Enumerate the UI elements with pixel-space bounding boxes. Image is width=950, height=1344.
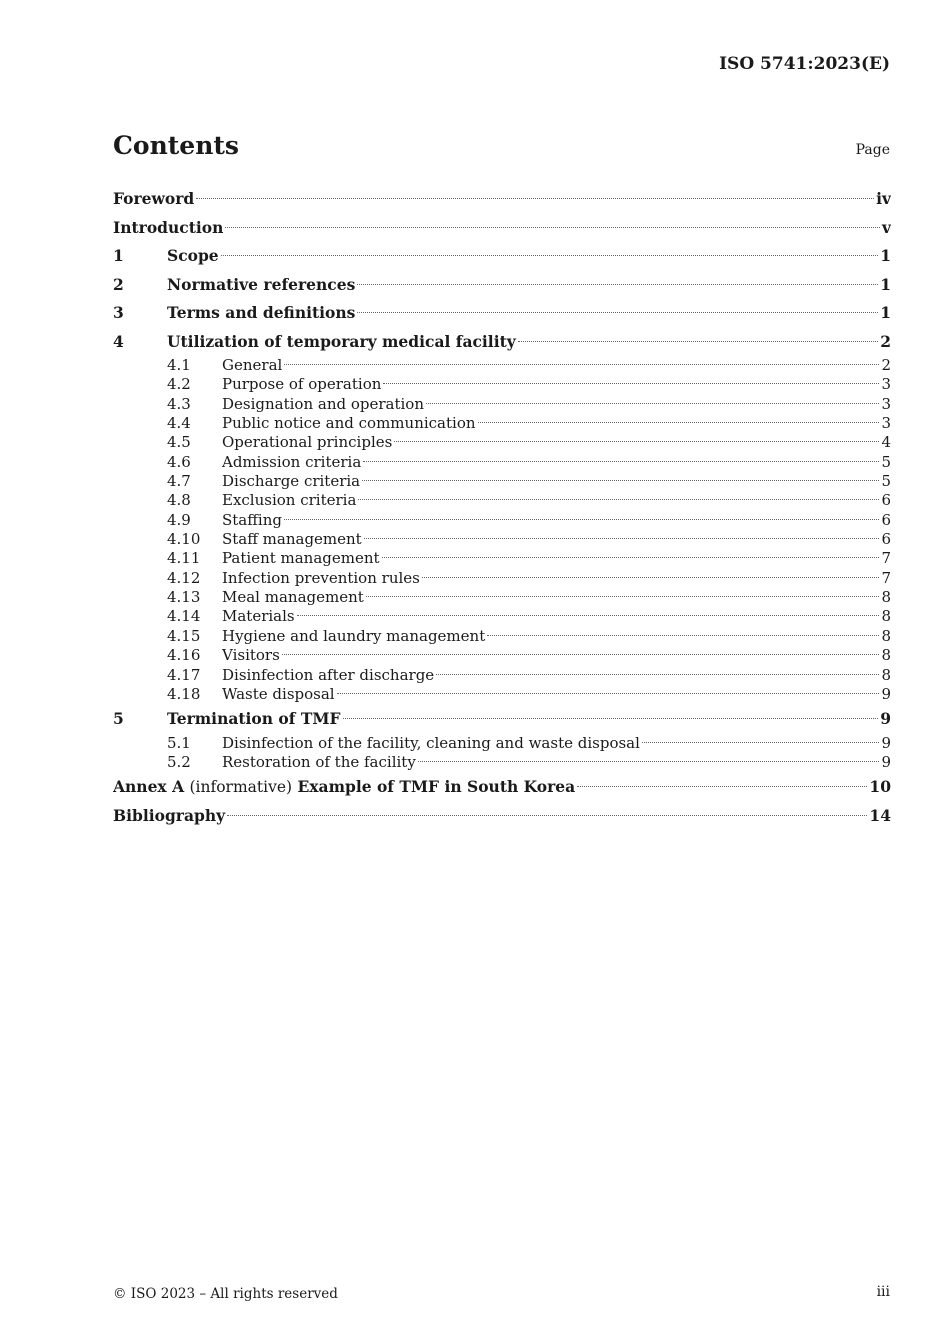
toc-entry[interactable] xyxy=(113,185,891,214)
toc-entry-title: Bibliography xyxy=(113,805,226,825)
dot-leader xyxy=(382,557,880,558)
annex-title-group xyxy=(113,773,575,802)
toc-subentry[interactable] xyxy=(113,511,891,530)
dot-leader xyxy=(297,615,880,616)
dot-leader xyxy=(577,786,867,787)
toc-entry-page: 3 xyxy=(881,414,891,433)
toc-entry-page: 1 xyxy=(880,303,891,322)
dot-leader xyxy=(418,761,880,762)
toc-entry-page: 3 xyxy=(881,394,891,413)
toc-entry-page: v xyxy=(881,217,891,237)
toc-entry-number: 4.15 xyxy=(167,626,201,645)
toc-entry-number: 4.14 xyxy=(167,607,201,626)
toc-entry[interactable] xyxy=(113,299,891,328)
toc-entry-number: 4.4 xyxy=(167,414,191,433)
dot-leader xyxy=(642,742,880,743)
toc-entry-title: Purpose of operation xyxy=(222,375,382,394)
toc-entry-title: Meal management xyxy=(222,588,364,607)
toc-subentry[interactable] xyxy=(113,433,891,452)
toc-entry-number: 4.16 xyxy=(167,646,201,665)
toc-entry-number: 4.7 xyxy=(167,472,191,491)
toc-entry-page: 9 xyxy=(880,709,891,729)
dot-leader xyxy=(436,674,879,675)
toc-subentry[interactable] xyxy=(113,607,891,626)
toc-entry-number: 2 xyxy=(113,274,124,294)
toc-entry-page: 1 xyxy=(880,246,891,265)
dot-leader xyxy=(357,284,878,285)
toc-entry-page: 3 xyxy=(881,375,891,394)
toc-entry-title: Hygiene and laundry management xyxy=(222,626,486,645)
toc-entry[interactable] xyxy=(113,242,891,271)
toc-subentry[interactable] xyxy=(113,666,891,685)
dot-leader xyxy=(221,255,879,256)
dot-leader xyxy=(518,341,878,342)
toc-entry-title: Waste disposal xyxy=(222,684,335,703)
toc-entry-number: 3 xyxy=(113,303,124,322)
toc-entry-page: 2 xyxy=(880,331,891,351)
table-of-contents xyxy=(113,185,891,830)
toc-entry-page: 8 xyxy=(881,588,891,607)
toc-entry-title: Introduction xyxy=(113,217,224,237)
toc-entry-page: 6 xyxy=(881,530,891,549)
toc-entry-title: Disinfection after discharge xyxy=(222,665,435,684)
toc-entry-title: Termination of TMF xyxy=(167,709,341,729)
toc-entry-number: 1 xyxy=(113,246,124,265)
toc-entry-page: iv xyxy=(876,189,891,208)
dot-leader xyxy=(363,461,879,462)
dot-leader xyxy=(284,364,879,365)
toc-subentry[interactable] xyxy=(113,453,891,472)
toc-entry-title: Terms and definitions xyxy=(167,303,356,322)
toc-entry-title: Utilization of temporary medical facility xyxy=(167,331,516,351)
annex-qualifier: (informative) xyxy=(189,778,293,797)
toc-entry-title: Restoration of the facility xyxy=(222,753,416,772)
toc-entry-number: 4.2 xyxy=(167,375,191,394)
dot-leader xyxy=(364,538,880,539)
toc-entry-page: 10 xyxy=(869,777,891,797)
toc-entry-title: Public notice and communication xyxy=(222,414,476,433)
toc-entry-title: Disinfection of the facility, cleaning and waste disposal xyxy=(222,733,640,752)
toc-entry-number: 4.8 xyxy=(167,491,191,510)
toc-entry-title: Operational principles xyxy=(222,433,393,452)
dot-leader xyxy=(426,403,879,404)
toc-entry-number: 4.6 xyxy=(167,452,191,471)
toc-entry-page: 9 xyxy=(881,684,891,703)
toc-subentry[interactable] xyxy=(113,588,891,607)
toc-entry-title: Discharge criteria xyxy=(222,472,361,491)
toc-entry-number: 4.10 xyxy=(167,530,201,549)
dot-leader xyxy=(422,577,880,578)
document-id: ISO 5741:2023(E) xyxy=(719,54,890,74)
annex-title: Example of TMF in South Korea xyxy=(297,777,576,797)
toc-entry-page: 14 xyxy=(869,805,891,825)
toc-entry-number: 4 xyxy=(113,331,124,351)
toc-subentry[interactable] xyxy=(113,685,891,704)
dot-leader xyxy=(357,312,878,313)
toc-subentry[interactable] xyxy=(113,356,891,375)
toc-entry-number: 5 xyxy=(113,709,124,729)
dot-leader xyxy=(487,635,879,636)
toc-entry-page: 8 xyxy=(881,607,891,626)
toc-entry-title: Normative references xyxy=(167,274,356,294)
toc-entry-number: 4.1 xyxy=(167,356,191,374)
dot-leader xyxy=(394,441,879,442)
toc-subentry[interactable] xyxy=(113,395,891,414)
toc-subentry[interactable] xyxy=(113,646,891,665)
dot-leader xyxy=(478,422,880,423)
toc-entry-page: 8 xyxy=(881,665,891,684)
dot-leader xyxy=(383,383,879,384)
contents-heading: Contents xyxy=(113,131,240,160)
toc-entry-number: 4.13 xyxy=(167,588,201,607)
toc-subentry[interactable] xyxy=(113,375,891,394)
toc-entry-title: Staff management xyxy=(222,530,362,549)
toc-entry-number: 5.1 xyxy=(167,733,191,752)
page-number: iii xyxy=(876,1284,890,1300)
toc-entry-page: 4 xyxy=(881,433,891,452)
toc-bibliography-entry[interactable] xyxy=(113,802,891,831)
toc-subentry[interactable] xyxy=(113,491,891,510)
toc-entry-page: 6 xyxy=(881,510,891,529)
toc-subentry[interactable] xyxy=(113,414,891,433)
toc-entry-number: 4.12 xyxy=(167,568,201,587)
toc-entry-title: Staffing xyxy=(222,510,282,529)
dot-leader xyxy=(284,519,879,520)
dot-leader xyxy=(362,480,879,481)
toc-entry-number: 4.3 xyxy=(167,394,191,413)
toc-entry-title: Admission criteria xyxy=(222,452,362,471)
dot-leader xyxy=(227,815,867,816)
toc-entry-page: 7 xyxy=(881,568,891,587)
toc-entry[interactable] xyxy=(113,328,891,357)
toc-entry-page: 6 xyxy=(881,491,891,510)
toc-entry-page: 8 xyxy=(881,646,891,665)
toc-entry-title: Foreword xyxy=(113,189,195,208)
toc-entry-title: General xyxy=(222,356,283,374)
toc-entry-page: 5 xyxy=(881,452,891,471)
toc-entry-number: 4.5 xyxy=(167,433,191,452)
copyright-notice: © ISO 2023 – All rights reserved xyxy=(113,1286,338,1302)
toc-subentry[interactable] xyxy=(113,549,891,568)
toc-entry-page: 5 xyxy=(881,472,891,491)
dot-leader xyxy=(358,499,879,500)
toc-entry[interactable] xyxy=(113,214,891,243)
toc-entry-title: Infection prevention rules xyxy=(222,568,420,587)
toc-entry-title: Exclusion criteria xyxy=(222,491,357,510)
toc-entry-number: 4.11 xyxy=(167,549,201,568)
toc-entry[interactable] xyxy=(113,705,891,734)
toc-entry-page: 8 xyxy=(881,626,891,645)
toc-entry-page: 2 xyxy=(881,356,891,374)
toc-entry-title: Materials xyxy=(222,607,295,626)
annex-label: Annex A xyxy=(113,777,185,797)
toc-entry-page: 9 xyxy=(881,753,891,772)
dot-leader xyxy=(343,718,879,719)
toc-entry-page: 7 xyxy=(881,549,891,568)
page-column-label: Page xyxy=(855,142,890,158)
toc-subentry[interactable] xyxy=(113,569,891,588)
toc-subentry[interactable] xyxy=(113,472,891,491)
dot-leader xyxy=(282,654,880,655)
dot-leader xyxy=(366,596,880,597)
toc-entry-number: 4.9 xyxy=(167,510,191,529)
toc-entry[interactable] xyxy=(113,271,891,300)
toc-entry-page: 9 xyxy=(881,733,891,752)
toc-entry-title: Designation and operation xyxy=(222,394,425,413)
toc-entry-title: Visitors xyxy=(222,646,280,665)
dot-leader xyxy=(225,227,880,228)
toc-entry-page: 1 xyxy=(880,274,891,294)
toc-subentry[interactable] xyxy=(113,627,891,646)
dot-leader xyxy=(196,198,874,199)
dot-leader xyxy=(337,693,880,694)
toc-entry-title: Scope xyxy=(167,246,219,265)
toc-subentry[interactable] xyxy=(113,530,891,549)
toc-subentry[interactable] xyxy=(113,753,891,772)
toc-entry-title: Patient management xyxy=(222,549,380,568)
toc-entry-number: 4.18 xyxy=(167,684,201,703)
toc-annex-entry[interactable] xyxy=(113,773,891,802)
toc-subentry[interactable] xyxy=(113,734,891,753)
toc-entry-number: 5.2 xyxy=(167,753,191,772)
toc-entry-number: 4.17 xyxy=(167,665,201,684)
